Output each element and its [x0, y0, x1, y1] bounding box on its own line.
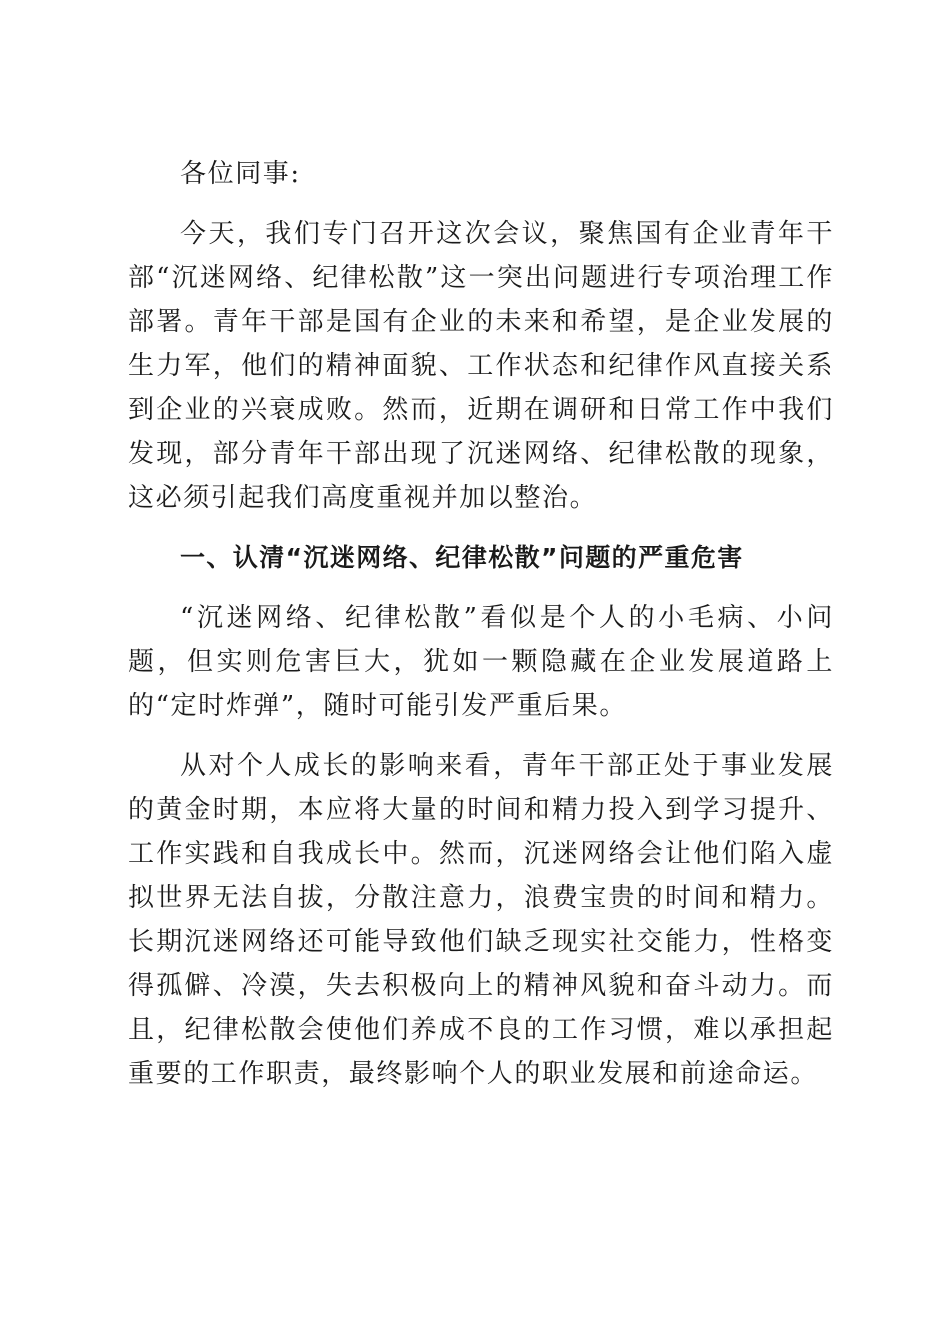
section-1-heading: 一、认清“沉迷网络、纪律松散”问题的严重危害 — [180, 543, 744, 572]
section-1-paragraph-1: “沉迷网络、纪律松散”看似是个人的小毛病、小问题，但实则危害巨大，犹如一颗隐藏在企业发展道路上的“定时炸弹”，随时可能引发严重后果。 — [128, 603, 834, 721]
section-1-paragraph-2: 从对个人成长的影响来看，青年干部正处于事业发展的黄金时期，本应将大量的时间和精力投入到学习提升、工作实践和自我成长中。然而，沉迷网络会让他们陷入虚拟世界无法自拔，分散注意力，浪费宝贵的时间和精力。长期沉迷网络还可能导致他们缺乏现实社交能力，性格变得孤僻、冷漠，失去积极向上的精神风貌和奋斗动力。而且，纪律松散会使他们养成不良的工作习惯，难以承担起重要的工作职责，最终影响个人的职业发展和前途命运。 — [128, 751, 834, 1089]
document-body — [128, 152, 834, 1112]
salutation: 各位同事: — [180, 159, 301, 189]
intro-paragraph: 今天，我们专门召开这次会议，聚焦国有企业青年干部“沉迷网络、纪律松散”这一突出问题进行专项治理工作部署。青年干部是国有企业的未来和希望，是企业发展的生力军，他们的精神面貌、工作状态和纪律作风直接关系到企业的兴衰成败。然而，近期在调研和日常工作中我们发现，部分青年干部出现了沉迷网络、纪律松散的现象，这必须引起我们高度重视并加以整治。 — [128, 219, 834, 513]
